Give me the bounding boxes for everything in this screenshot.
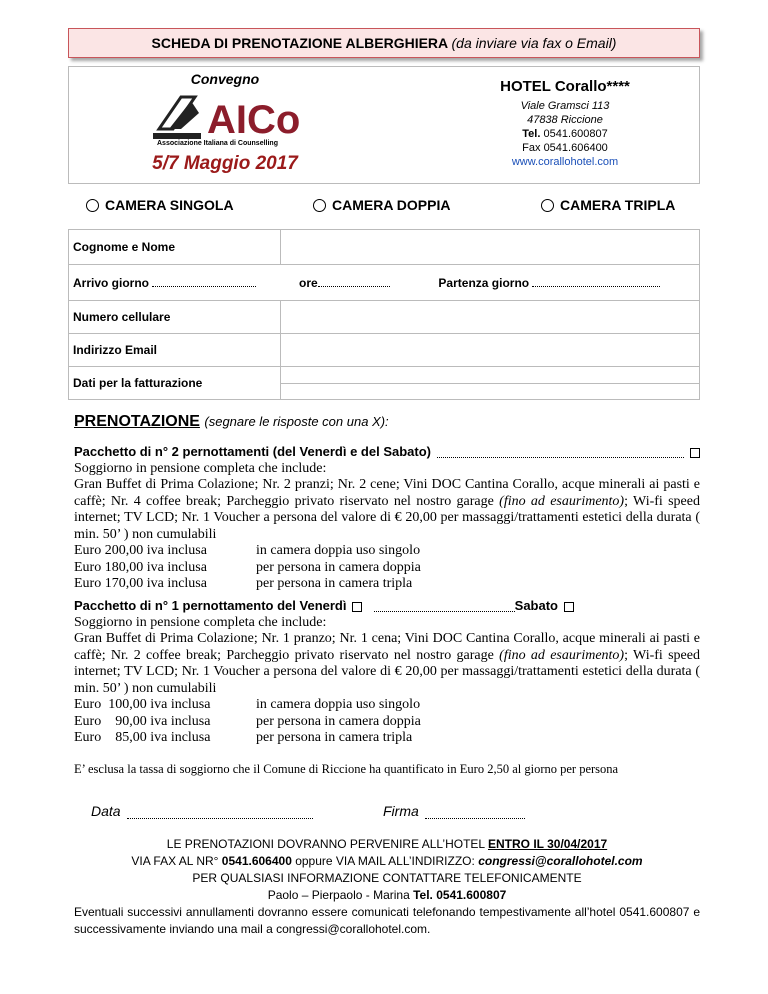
room-option-single[interactable]: [86, 197, 234, 213]
form-row-name: [69, 230, 700, 265]
aico-logo-icon: [151, 89, 301, 141]
billing-label: Dati per la fatturazione: [69, 367, 281, 400]
time-field[interactable]: [318, 275, 390, 287]
guest-form-table: [68, 229, 700, 400]
package1-header: [74, 444, 700, 461]
form-row-email: [69, 334, 700, 367]
header-box: [68, 66, 700, 184]
date-field[interactable]: [127, 805, 313, 819]
hotel-address-street: Viale Gramsci 113: [520, 100, 610, 112]
price-row: Euro 90,00 iva inclusa per persona in camera doppia: [74, 713, 421, 729]
package2-title: Pacchetto di n° 1 pernottamento del Venerdì: [74, 598, 347, 613]
price-row: Euro 180,00 iva inclusa per persona in camera doppia: [74, 559, 421, 575]
package1-intro: Soggiorno in pensione completa che include:: [74, 460, 327, 476]
sign-signature: [383, 803, 525, 819]
price-row: Euro 85,00 iva inclusa per persona in camera tripla: [74, 730, 413, 745]
event-area: [69, 67, 381, 183]
radio-circle-icon[interactable]: [313, 199, 326, 212]
package2-saturday-checkbox[interactable]: [564, 602, 574, 612]
price-row: Euro 200,00 iva inclusa in camera doppia uso singolo: [74, 543, 421, 558]
form-row-phone: [69, 301, 700, 334]
hotel-phone-number: 0541.600807: [543, 128, 608, 140]
billing-field[interactable]: [281, 367, 700, 400]
package-two-nights: [74, 444, 700, 593]
event-label: Convegno: [190, 71, 260, 87]
footer-instructions: [74, 836, 700, 938]
room-option-double[interactable]: [313, 197, 451, 213]
phone-label: Numero cellulare: [69, 301, 281, 334]
arrival-label: Arrivo giorno: [73, 276, 150, 290]
room-option-label: CAMERA TRIPLA: [560, 197, 676, 213]
time-label: ore: [299, 276, 318, 290]
hotel-info: [429, 77, 701, 169]
booking-note: (segnare le risposte con una X):: [204, 414, 389, 429]
form-title-banner: [68, 28, 700, 58]
price-row: Euro 170,00 iva inclusa per persona in camera tripla: [74, 576, 413, 591]
package2-friday-checkbox[interactable]: [352, 602, 362, 612]
radio-circle-icon[interactable]: [86, 199, 99, 212]
hotel-website-link[interactable]: www.corallohotel.com: [511, 156, 619, 168]
hotel-address-city: 47838 Riccione: [527, 114, 603, 126]
footer-line-deadline: LE PRENOTAZIONI DOVRANNO PERVENIRE ALL’HOTEL ENTRO IL 30/04/2017: [166, 837, 608, 851]
footer-line-info: PER QUALSIASI INFORMAZIONE CONTATTARE TELEFONICAMENTE: [192, 871, 582, 885]
package-one-night: [74, 598, 700, 747]
arrival-field[interactable]: [152, 275, 256, 287]
room-option-triple[interactable]: [541, 197, 675, 213]
package2-intro: Soggiorno in pensione completa che include:: [74, 614, 327, 630]
hotel-phone: [429, 127, 701, 141]
logo-caption: Associazione Italiana di Counselling: [157, 140, 278, 147]
package1-checkbox[interactable]: [690, 448, 700, 458]
package2-header: [74, 598, 574, 615]
hotel-phone-label: Tel.: [522, 128, 541, 140]
footer-line-cancellation: Eventuali successivi annullamenti dovranno essere comunicati telefonando tempestivamente all’hotel 0541.600807 e successivamente inviando una mail a congressi@corallohotel.com.: [74, 905, 700, 936]
departure-label: Partenza giorno: [438, 276, 530, 290]
email-label: Indirizzo Email: [69, 334, 281, 367]
name-label: Cognome e Nome: [69, 230, 281, 265]
booking-title: PRENOTAZIONE: [74, 413, 200, 430]
footer-line-staff: Paolo – Pierpaolo - Marina Tel. 0541.600807: [267, 888, 507, 902]
room-option-label: CAMERA SINGOLA: [105, 197, 234, 213]
date-label: Data: [91, 803, 121, 819]
email-field[interactable]: [281, 334, 700, 367]
hotel-name: HOTEL Corallo****: [500, 78, 630, 95]
departure-field[interactable]: [532, 275, 660, 287]
package2-description: Gran Buffet di Prima Colazione; Nr. 1 pranzo; Nr. 1 cena; Vini DOC Cantina Corallo, acque minerali ai pasti e caffè; Nr. 2 coffee break; Parcheggio privato riservato nel nostro garage (fino ad esaurimento); Wi-fi speed internet; TV LCD; Nr. 1 Voucher a persona del valore di € 20,00 per massaggi/trattamenti estetici della durata ( min. 50’ ) non cumulabili: [74, 631, 700, 696]
package1-title: Pacchetto di n° 2 pernottamenti (del Venerdì e del Sabato): [74, 444, 431, 459]
hotel-fax: Fax 0541.606400: [522, 142, 608, 154]
package1-description: Gran Buffet di Prima Colazione; Nr. 2 pranzi; Nr. 2 cene; Vini DOC Cantina Corallo, acque minerali ai pasti e caffè; Nr. 4 coffee break; Parcheggio privato riservato nel nostro garage (fino ad esaurimento); Wi-fi speed internet; TV LCD; Nr. 1 Voucher a persona del valore di € 20,00 per massaggi/trattamenti estetici della durata ( min. 50’ ) non cumulabili: [74, 477, 700, 542]
form-title: SCHEDA DI PRENOTAZIONE ALBERGHIERA: [151, 35, 448, 51]
tourist-tax-note: E’ esclusa la tassa di soggiorno che il Comune di Riccione ha quantificato in Euro 2,50 al giorno per persona: [74, 762, 619, 776]
footer-line-contact: VIA FAX AL NR° 0541.606400 oppure VIA MAIL ALL’INDIRIZZO: congressi@corallohotel.com: [131, 854, 643, 868]
radio-circle-icon[interactable]: [541, 199, 554, 212]
date-signature: [91, 803, 313, 819]
event-date: 5/7 Maggio 2017: [152, 153, 298, 174]
phone-field[interactable]: [281, 301, 700, 334]
room-option-label: CAMERA DOPPIA: [332, 197, 451, 213]
sign-label: Firma: [383, 803, 419, 819]
form-row-dates: [69, 265, 700, 301]
form-row-billing: [69, 367, 700, 400]
logo-text: AICo: [207, 98, 301, 141]
name-field[interactable]: [281, 230, 700, 265]
package2-saturday-label: Sabato: [514, 598, 558, 613]
sign-field[interactable]: [425, 805, 525, 819]
form-subtitle: (da inviare via fax o Email): [451, 35, 617, 51]
price-row: Euro 100,00 iva inclusa in camera doppia uso singolo: [74, 697, 421, 712]
booking-section-title: [74, 413, 389, 431]
